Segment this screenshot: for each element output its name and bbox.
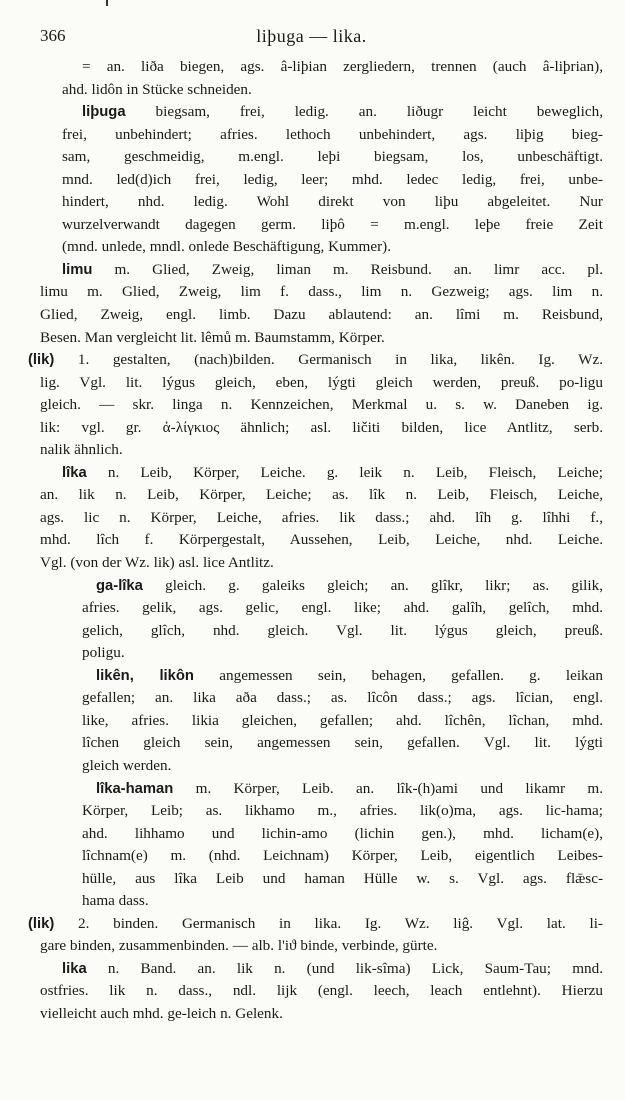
entry-line	[20, 800, 603, 823]
entry-galika	[20, 575, 603, 665]
line-text: gleich. — skr. linga n. Kennzeichen, Merkmal u. s. w. Daneben ig.	[40, 396, 603, 414]
entry-line	[20, 124, 603, 147]
entry-line	[20, 79, 603, 102]
headword: (lik)	[28, 352, 55, 369]
entry-line	[20, 56, 603, 79]
headword: likên, likôn	[96, 667, 194, 684]
page-header	[20, 0, 603, 56]
entry-line	[20, 146, 603, 169]
line-text: an. lik n. Leib, Körper, Leiche; as. lîk n. Leib, Fleisch, Leiche,	[40, 486, 603, 504]
entry-line	[20, 236, 603, 259]
line-text: afries. gelik, ags. gelic, engl. like; ahd. galîh, gelîch, mhd.	[82, 599, 603, 617]
line-text: gleich. g. galeiks gleich; an. glîkr, likr; as. gilik,	[142, 576, 603, 594]
line-text: lîchnam(e) m. (nhd. Leichnam) Körper, Leib, eigentlich Leibes-	[82, 847, 603, 865]
line-text: lig. Vgl. lit. lýgus gleich, eben, lýgti gleich werden, preuß. po-ligu	[40, 373, 603, 391]
entry-line	[20, 1003, 603, 1026]
entry-line	[20, 755, 603, 778]
line-text: nalik ähnlich.	[40, 441, 123, 459]
entry-lida-cont	[20, 56, 603, 101]
line-text: biegsam, frei, ledig. an. liðugr leicht beweglich,	[125, 103, 603, 121]
entry-liken	[20, 665, 603, 778]
entry-line	[20, 823, 603, 846]
line-text: ags. lic n. Körper, Leiche, afries. lik dass.; ahd. lîh g. lîhhi f.,	[40, 508, 603, 526]
entry-lithuga	[20, 101, 603, 259]
entry-line	[20, 462, 603, 485]
entry-line	[20, 778, 603, 801]
line-text: mnd. led(d)ich frei, ledig, leer; mhd. ledec ledig, frei, unbe-	[62, 170, 603, 188]
line-text: vielleicht auch mhd. ge-leich n. Gelenk.	[40, 1004, 283, 1022]
line-text: ahd. lihhamo und lichin-amo (lichin gen.), mhd. licham(e),	[82, 824, 603, 842]
entry-line	[20, 439, 603, 462]
entry-line	[20, 687, 603, 710]
entry-line	[20, 935, 603, 958]
line-text: frei, unbehindert; afries. lethoch unbehindert, ags. liþig bieg-	[62, 125, 603, 143]
entry-lika	[20, 462, 603, 575]
line-text: Körper, Leib; as. likhamo m., afries. lik(o)ma, ags. lic-hama;	[82, 802, 603, 820]
line-text: mhd. lîch f. Körpergestalt, Aussehen, Leib, Leiche, nhd. Leiche.	[40, 531, 603, 549]
headword: ga-lîka	[96, 577, 143, 594]
line-text: (mnd. unlede, mndl. onlede Beschäftigung, Kummer).	[62, 238, 391, 256]
line-text: hama dass.	[82, 892, 149, 910]
entry-line	[20, 845, 603, 868]
entry-line	[20, 394, 603, 417]
entry-line	[20, 620, 603, 643]
line-text: gelich, glîch, nhd. gleich. Vgl. lit. lýgus gleich, preuß.	[82, 621, 603, 639]
line-text: n. Leib, Körper, Leiche. g. leik n. Leib, Fleisch, Leiche;	[86, 463, 603, 481]
entry-line	[20, 529, 603, 552]
entry-line	[20, 665, 603, 688]
line-text: ostfries. lik n. dass., ndl. lijk (engl. leech, leach entlehnt). Hierzu	[40, 982, 603, 1000]
entry-lik1	[20, 349, 603, 462]
line-text: = an. liða biegen, ags. â-liþian zergliedern, trennen (auch â-liþrian),	[82, 58, 603, 75]
headword: lîka	[62, 464, 87, 481]
page-number: 366	[40, 26, 66, 45]
entry-likahaman	[20, 778, 603, 913]
entry-line	[20, 101, 603, 124]
line-text: lîchen gleich sein, angemessen sein, gefallen. Vgl. lit. lýgti	[82, 734, 603, 752]
entry-line	[20, 868, 603, 891]
entry-line	[20, 259, 603, 282]
entry-line	[20, 732, 603, 755]
line-text: 1. gestalten, (nach)bilden. Germanisch in lika, likên. Ig. Wz.	[54, 351, 603, 369]
entry-line	[20, 169, 603, 192]
headword: liþuga	[82, 104, 126, 121]
line-text: wurzelverwandt dagegen germ. liþô = m.engl. leþe freie Zeit	[62, 215, 603, 233]
line-text: hindert, nhd. ledig. Wohl direkt von liþu abgeleitet. Nur	[62, 193, 603, 211]
entry-line	[20, 304, 603, 327]
entry-line	[20, 552, 603, 575]
headword: (lik)	[28, 915, 55, 932]
entry-limu	[20, 259, 603, 349]
headword: limu	[62, 261, 93, 278]
entry-line	[20, 484, 603, 507]
entry-line	[20, 980, 603, 1003]
line-text: angemessen sein, behagen, gefallen. g. leikan	[193, 666, 603, 684]
line-text: limu m. Glied, Zweig, lim f. dass., lim n. Gezweig; ags. lim n.	[40, 283, 603, 301]
line-text: m. Glied, Zweig, liman m. Reisbund. an. limr acc. pl.	[92, 260, 603, 278]
entry-line	[20, 575, 603, 598]
line-text: gefallen; an. lika aða dass.; as. lîcôn dass.; ags. lîcian, engl.	[82, 689, 603, 707]
entry-line	[20, 417, 603, 440]
line-text: Glied, Zweig, engl. limb. Dazu ablautend: an. lîmi m. Reisbund,	[40, 306, 603, 324]
entry-lik2	[20, 913, 603, 958]
entry-line	[20, 214, 603, 237]
headword: lika	[62, 960, 87, 977]
entry-line	[20, 349, 603, 372]
running-title: liþuga — lika.	[256, 26, 367, 46]
entry-line	[20, 890, 603, 913]
entry-line	[20, 958, 603, 981]
line-text: gleich werden.	[82, 756, 172, 774]
line-text: poligu.	[82, 644, 125, 662]
entry-line	[20, 710, 603, 733]
entries-body	[20, 56, 603, 1026]
entry-line	[20, 597, 603, 620]
line-text: ahd. lidôn in Stücke schneiden.	[62, 80, 252, 98]
line-text: hülle, aus lîka Leib und haman Hülle w. s. Vgl. ags. flǣsc-	[82, 869, 603, 887]
line-text: 2. binden. Germanisch in lika. Ig. Wz. liĝ. Vgl. lat. li-	[54, 914, 603, 932]
line-text: like, afries. likia gleichen, gefallen; ahd. lîchên, lîchan, mhd.	[82, 711, 603, 729]
entry-line	[20, 327, 603, 350]
line-text: Besen. Man vergleicht lit. lêmů m. Baumstamm, Körper.	[40, 328, 385, 346]
entry-line	[20, 281, 603, 304]
entry-line	[20, 372, 603, 395]
line-text: m. Körper, Leib. an. lîk-(h)ami und likamr m.	[173, 779, 603, 797]
entry-line	[20, 507, 603, 530]
line-text: gare binden, zusammenbinden. — alb. l'iϑ binde, verbinde, gürte.	[40, 937, 438, 955]
line-text: Vgl. (von der Wz. lik) asl. lice Antlitz.	[40, 554, 274, 572]
line-text: n. Band. an. lik n. (und lik-sîma) Lick, Saum-Tau; mnd.	[86, 959, 603, 977]
line-text: sam, geschmeidig, m.engl. leþi biegsam, los, unbeschäftigt.	[62, 148, 603, 166]
entry-line	[20, 642, 603, 665]
entry-lika-band	[20, 958, 603, 1026]
headword: lîka-haman	[96, 780, 174, 797]
line-text: lik: vgl. gr. ἀ-λίγκιος ähnlich; asl. ličiti bilden, lice Antlitz, serb.	[40, 418, 603, 436]
entry-line	[20, 191, 603, 214]
entry-line	[20, 913, 603, 936]
